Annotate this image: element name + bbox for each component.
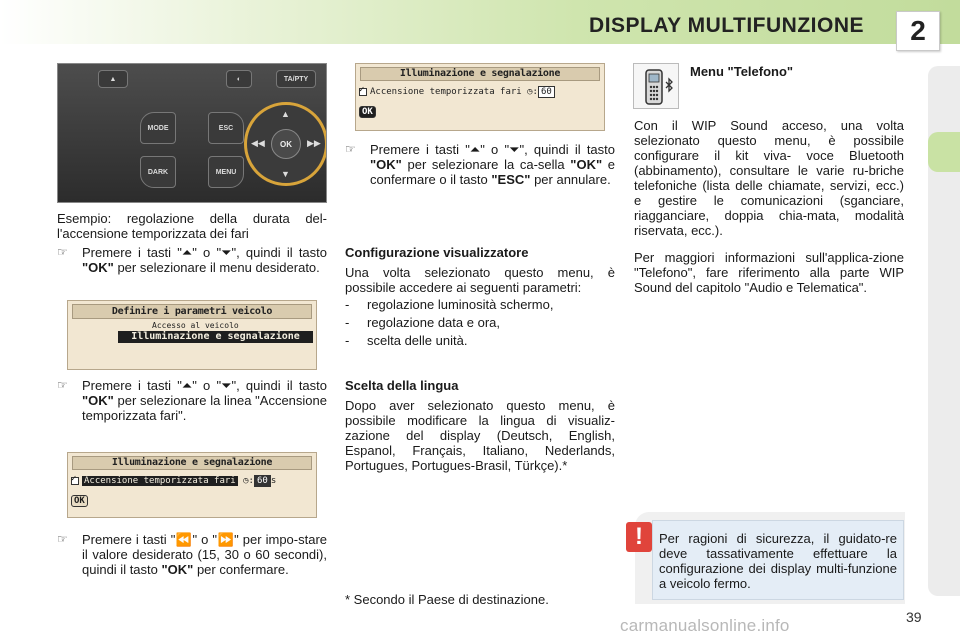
clock-icon: ◷: — [527, 87, 538, 97]
arrow-right-icon: ▶▶ — [307, 138, 321, 148]
lcd-screen-confirm: Illuminazione e segnalazione ✓Accensione temporizzata fari ◷: 60 OK — [355, 63, 605, 131]
bullet-set-value: ☞ Premere i tasti "⏪" o "⏩" per impo-stare il valore desiderato (15, 30 o 60 secondi), quindi il tasto "OK" per confermare. — [57, 532, 328, 577]
source-icon: ◐ — [226, 70, 252, 88]
esc-button: ESC — [208, 112, 244, 144]
arrow-down-icon: ⏷ — [509, 142, 520, 157]
arrow-left-icon: ◀◀ — [251, 138, 265, 148]
warning-text: Per ragioni di sicurezza, il guidato-re deve tassativamente effettuare la configurazione dei display multi-funzione a veicolo fermo. — [659, 531, 897, 591]
ta-pty-button: TA/PTY — [276, 70, 316, 88]
watermark: carmanualsonline.info — [620, 616, 790, 635]
clock-icon: ◷: — [243, 476, 254, 486]
section-heading-phone-menu: Menu "Telefono" — [690, 64, 794, 79]
lcd-screen-vehicle-params: Definire i parametri veicolo Accesso al veicolo Illuminazione e segnalazione — [67, 300, 317, 370]
mode-button: MODE — [140, 112, 176, 144]
rewind-icon: ⏪ — [175, 532, 193, 547]
pointing-hand-icon: ☞ — [345, 142, 356, 156]
ok-button: OK — [271, 129, 301, 159]
arrow-up-icon: ⏶ — [181, 245, 193, 260]
section-heading-language: Scelta della lingua — [345, 378, 459, 393]
language-text: Dopo aver selezionato questo menu, è possibile modificare la lingua di visualiz-zazione del display (Deutsch, English, Espanol, Français, Italiano, Nederlands, Portugues, Portugues-Brasil, Türkçe).* — [345, 398, 615, 473]
eject-icon: ▲ — [98, 70, 128, 88]
lcd-screen-headlight-delay: Illuminazione e segnalazione ✓Accensione temporizzata fari ◷: 60 s OK — [67, 452, 317, 518]
arrow-up-icon: ⏶ — [181, 378, 193, 393]
warning-icon: ! — [626, 522, 652, 552]
section-heading-display-config: Configurazione visualizzatore — [345, 245, 529, 260]
mobile-phone-bluetooth-icon — [633, 63, 679, 109]
checkbox-icon — [71, 477, 79, 485]
arrow-up-icon: ▲ — [281, 109, 290, 119]
dashboard-photo — [57, 63, 327, 203]
page-number: 39 — [906, 609, 922, 625]
pointing-hand-icon: ☞ — [57, 378, 68, 392]
arrow-down-icon: ▼ — [281, 169, 290, 179]
fast-forward-icon: ⏩ — [217, 532, 235, 547]
dark-button: DARK — [140, 156, 176, 188]
arrow-up-icon: ⏶ — [469, 142, 481, 157]
arrow-down-icon: ⏷ — [221, 378, 232, 393]
warning-inner — [652, 520, 904, 600]
checkbox-icon — [359, 88, 367, 96]
pointing-hand-icon: ☞ — [57, 532, 68, 546]
bullet-select-menu: ☞ Premere i tasti "⏶" o "⏷", quindi il tasto "OK" per selezionare il menu desiderato. — [57, 245, 327, 275]
bullet-select-line: ☞ Premere i tasti "⏶" o "⏷", quindi il tasto "OK" per selezionare la linea "Accensione temporizzata fari". — [57, 378, 327, 423]
pointing-hand-icon: ☞ — [57, 245, 68, 259]
bullet-confirm-checkbox: ☞ Premere i tasti "⏶" o "⏷", quindi il tasto "OK" per selezionare la ca-sella "OK" e confermare o il tasto "ESC" per annulare. — [345, 142, 616, 187]
chapter-number: 2 — [896, 11, 940, 51]
phone-reference-text: Per maggiori informazioni sull'applica-zione "Telefono", fare riferimento alla parte WIP Sound del capitolo "Audio e Telematica". — [634, 250, 904, 295]
page-title: DISPLAY MULTIFUNZIONE — [589, 14, 864, 37]
arrow-down-icon: ⏷ — [221, 245, 232, 260]
footnote: * Secondo il Paese di destinazione. — [345, 592, 549, 607]
menu-button: MENU — [208, 156, 244, 188]
display-config-text: Una volta selezionato questo menu, è possibile accedere ai seguenti parametri: — [345, 265, 615, 295]
side-tab-active[interactable] — [928, 132, 960, 172]
navigation-ring — [244, 102, 327, 186]
example-text: Esempio: regolazione della durata del-l'accensione temporizzata dei fari — [57, 211, 327, 241]
phone-menu-text: Con il WIP Sound acceso, una volta selezionato questo menu, è possibile configurare il kit viva- voce Bluetooth (abbinamento), consultare le varie ru-briche telefoniche (lista delle chiamate, servizi, ecc.) e gestire le comunicazioni (sganciare, riagganciare, doppia chia-mata, modalità riservata, ecc.). — [634, 118, 904, 238]
